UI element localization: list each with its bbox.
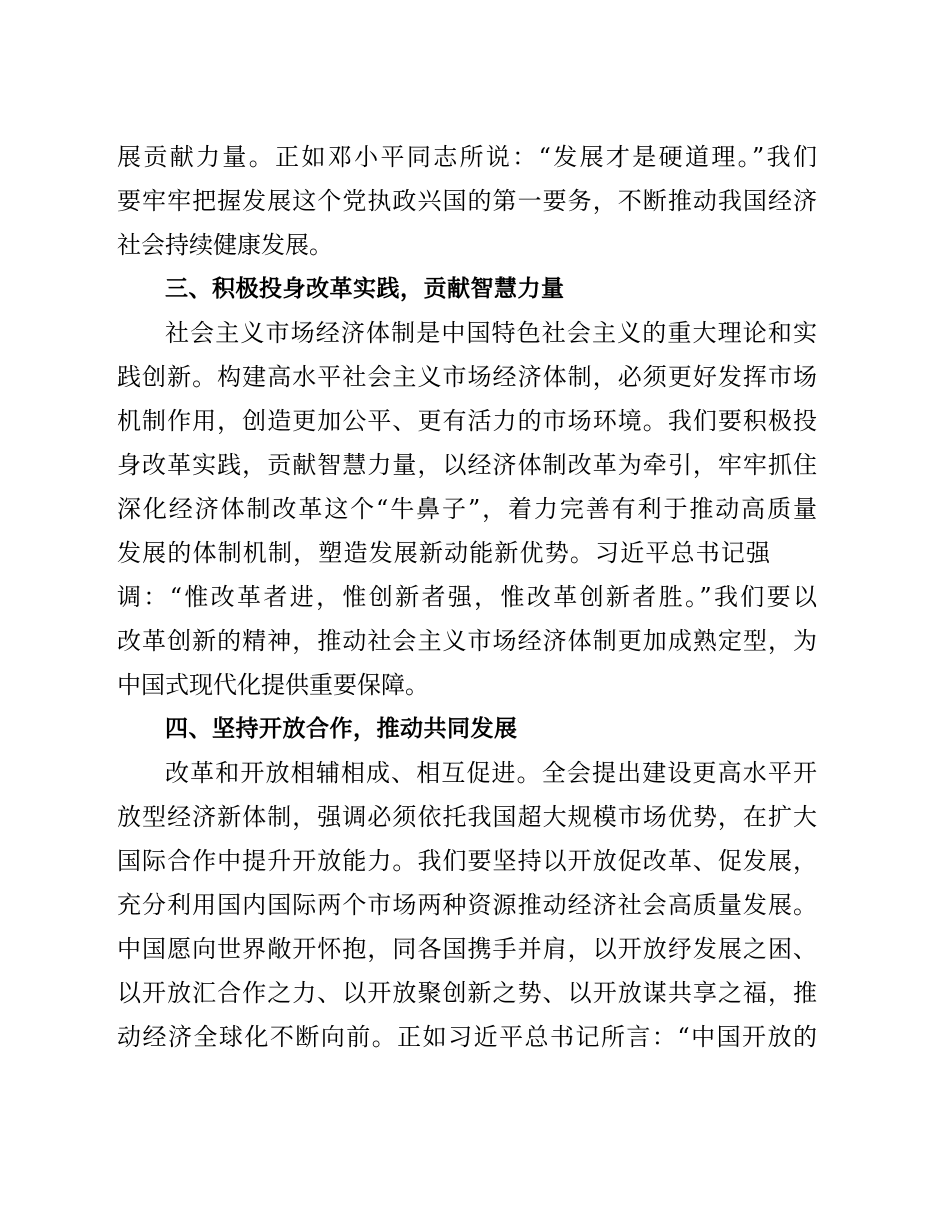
section-heading-4: 四、坚持开放合作，推动共同发展 [165,716,518,742]
body-text-line: 中国愿向世界敞开怀抱，同各国携手并肩，以开放纾发展之困、 [117,935,817,963]
body-text-line: 社会持续健康发展。 [117,231,333,259]
body-text-line: 展贡献力量。正如邓小平同志所说：“发展才是硬道理。”我们 [117,143,817,171]
body-text-line: 要牢牢把握发展这个党执政兴国的第一要务，不断推动我国经济 [117,187,817,215]
body-text-line: 动经济全球化不断向前。正如习近平总书记所言：“中国开放的 [117,1023,817,1051]
body-text-line: 身改革实践，贡献智慧力量，以经济体制改革为牵引，牢牢抓住 [117,451,817,479]
body-text-line: 中国式现代化提供重要保障。 [117,671,429,699]
body-text-line: 改革和开放相辅相成、相互促进。全会提出建设更高水平开 [165,759,817,787]
body-text-line: 践创新。构建高水平社会主义市场经济体制，必须更好发挥市场 [117,363,817,391]
body-text-line: 发展的体制机制，塑造发展新动能新优势。习近平总书记强 [117,539,770,567]
body-text-line: 社会主义市场经济体制是中国特色社会主义的重大理论和实 [165,319,817,347]
body-text-line: 以开放汇合作之力、以开放聚创新之势、以开放谋共享之福，推 [117,979,817,1007]
body-text-line: 充分利用国内国际两个市场两种资源推动经济社会高质量发展。 [117,891,817,919]
body-text-line: 机制作用，创造更加公平、更有活力的市场环境。我们要积极投 [117,407,817,435]
body-text-line: 国际合作中提升开放能力。我们要坚持以开放促改革、促发展， [117,847,817,875]
body-text-line: 放型经济新体制，强调必须依托我国超大规模市场优势，在扩大 [117,803,817,831]
section-heading-3: 三、积极投身改革实践，贡献智慧力量 [165,276,565,302]
body-text-line: 深化经济体制改革这个“牛鼻子”，着力完善有利于推动高质量 [117,495,817,523]
body-text-line: 改革创新的精神，推动社会主义市场经济体制更加成熟定型，为 [117,627,817,655]
body-text-line: 调：“惟改革者进，惟创新者强，惟改革创新者胜。”我们要以 [117,583,817,611]
